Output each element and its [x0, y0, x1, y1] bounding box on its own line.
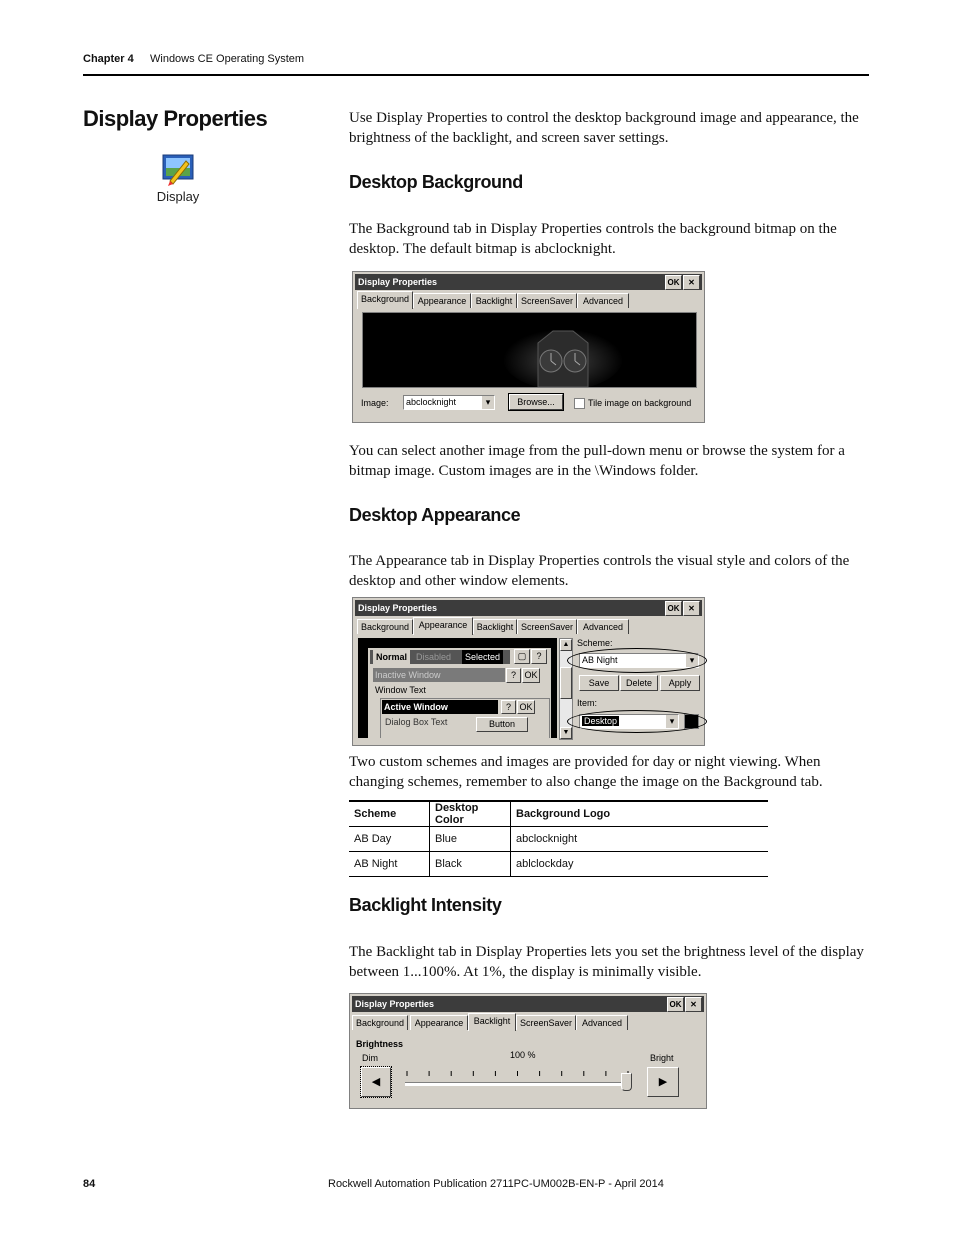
scroll-down-icon[interactable]: ▼ [560, 727, 572, 739]
preview-window [368, 648, 551, 738]
tab-backlight[interactable]: Backlight [471, 293, 517, 308]
item-highlight-ellipse [567, 710, 707, 733]
table-header-background-logo: Background Logo [511, 801, 769, 827]
desktop-appearance-heading: Desktop Appearance [349, 505, 521, 525]
table-cell: abclocknight [511, 827, 769, 852]
display-icon-label: Display [156, 189, 200, 204]
publication-info: Rockwell Automation Publication 2711PC-UM002B-EN-P - April 2014 [328, 1178, 664, 1190]
brightness-slider-thumb[interactable] [621, 1073, 632, 1091]
scheme-highlight-ellipse [567, 648, 707, 673]
appearance-dialog [352, 597, 705, 746]
tab-backlight[interactable]: Backlight [468, 1013, 516, 1031]
help-icon: ? [506, 668, 521, 683]
dim-left-button[interactable]: ◀ [361, 1067, 391, 1097]
preview-normal: Normal [373, 650, 410, 664]
tab-advanced[interactable]: Advanced [577, 293, 629, 308]
close-icon[interactable]: ✕ [683, 275, 700, 290]
dialog-title: Display Properties [355, 999, 435, 1009]
table-cell: AB Day [349, 827, 430, 852]
active-window-title: Active Window [382, 700, 498, 714]
window-text: Window Text [375, 685, 426, 695]
background-dialog [352, 271, 705, 423]
scheme-table [349, 800, 768, 877]
desktop-background-heading: Desktop Background [349, 172, 523, 192]
delete-button[interactable]: Delete [620, 675, 658, 691]
scroll-thumb[interactable] [560, 667, 572, 699]
chevron-down-icon[interactable]: ▾ [666, 715, 678, 728]
dialog-titlebar [352, 996, 704, 1012]
help-icon: ? [501, 700, 516, 714]
tab-advanced[interactable]: Advanced [576, 1015, 628, 1030]
table-cell: AB Night [349, 852, 430, 877]
dialog-titlebar [355, 274, 702, 290]
scheme-preview [358, 638, 557, 738]
close-icon[interactable]: ✕ [685, 997, 702, 1012]
preview-disabled: Disabled [416, 652, 452, 662]
image-select[interactable] [403, 395, 495, 410]
dialog-box-text: Dialog Box Text [385, 717, 448, 727]
display-properties-icon [160, 153, 196, 187]
dialog-titlebar [355, 600, 702, 616]
tab-screensaver[interactable]: ScreenSaver [517, 619, 577, 634]
preview-tabstrip [370, 650, 510, 664]
section-title: Display Properties [83, 106, 268, 131]
preview-button: Button [476, 717, 528, 732]
tab-screensaver[interactable]: ScreenSaver [517, 293, 577, 308]
backlight-dialog [349, 993, 707, 1109]
save-button[interactable]: Save [579, 675, 619, 691]
tab-appearance[interactable]: Appearance [410, 1015, 468, 1030]
table-cell: Blue [430, 827, 511, 852]
table-row [349, 852, 768, 877]
table-cell: ablclockday [511, 852, 769, 877]
desktop-background-paragraph: The Background tab in Display Properties controls the background bitmap on the desktop. The default bitmap is abclocknight. [349, 221, 837, 257]
image-label: Image: [361, 398, 389, 408]
ok-button[interactable]: OK [665, 275, 682, 290]
scheme-label: Scheme: [577, 638, 613, 648]
ok-button[interactable]: OK [667, 997, 684, 1012]
active-window [380, 698, 550, 738]
dim-label: Dim [362, 1053, 378, 1063]
inactive-window-title: Inactive Window [373, 668, 505, 682]
item-label: Item: [577, 698, 598, 708]
desktop-appearance-paragraph-2: Two custom schemes and images are provided for day or night viewing. When changing schemes, remember to also change the image on the Background tab. [349, 754, 823, 790]
browse-button[interactable]: Browse... [509, 394, 563, 410]
background-preview [362, 312, 697, 388]
item-select-value: Desktop [584, 716, 618, 726]
scroll-up-icon[interactable]: ▲ [560, 639, 572, 651]
table-cell: Black [430, 852, 511, 877]
tab-appearance[interactable]: Appearance [413, 617, 473, 635]
help-icon: ? [531, 649, 547, 664]
header-rule [83, 74, 869, 76]
tab-backlight[interactable]: Backlight [473, 619, 517, 634]
desktop-background-paragraph-2: You can select another image from the pull-down menu or browse the system for a bitmap image. Custom images are in the \Windows folder. [349, 443, 845, 479]
dialog-title: Display Properties [358, 277, 438, 287]
tab-background[interactable]: Background [352, 1015, 408, 1030]
tab-screensaver[interactable]: ScreenSaver [516, 1015, 576, 1030]
page-number: 84 [83, 1178, 96, 1190]
new-document-icon: ▢ [514, 649, 530, 664]
table-row [349, 827, 768, 852]
table-header-desktop-color: Desktop Color [430, 801, 511, 827]
desktop-appearance-paragraph: The Appearance tab in Display Properties controls the visual style and colors of the desktop and other window elements. [349, 553, 850, 589]
chevron-down-icon[interactable]: ▾ [686, 654, 698, 667]
tile-checkbox[interactable] [574, 398, 585, 409]
clock-tower-image [363, 313, 696, 387]
table-header-scheme: Scheme [349, 801, 430, 827]
ok-button[interactable]: OK [665, 601, 682, 616]
brightness-group-label: Brightness [356, 1039, 404, 1049]
close-icon[interactable]: ✕ [683, 601, 700, 616]
display-icon-tile[interactable] [150, 153, 206, 204]
chevron-down-icon[interactable]: ▾ [482, 396, 494, 409]
scheme-select-value: AB Night [582, 655, 618, 665]
dialog-title: Display Properties [358, 603, 438, 613]
chapter-label: Chapter 4 [83, 53, 134, 65]
chapter-title: Windows CE Operating System [150, 53, 305, 65]
backlight-paragraph: The Backlight tab in Display Properties lets you set the brightness level of the display between 1...100%. At 1%, the display is minimally visible. [349, 944, 864, 980]
table-header-row [349, 801, 768, 827]
tab-advanced[interactable]: Advanced [577, 619, 629, 634]
preview-ok-icon: OK [517, 700, 535, 714]
apply-button[interactable]: Apply [660, 675, 700, 691]
tab-background[interactable]: Background [357, 619, 413, 634]
intro-paragraph: Use Display Properties to control the desktop background image and appearance, the brightness of the backlight, and screen saver settings. [349, 110, 859, 146]
brightness-value: 100 % [510, 1050, 536, 1060]
brightness-slider-track[interactable] [405, 1082, 630, 1086]
preview-selected: Selected [462, 650, 503, 664]
slider-ticks [405, 1069, 630, 1079]
tile-label: Tile image on background [588, 398, 692, 408]
bright-right-button[interactable]: ▶ [647, 1067, 679, 1097]
backlight-heading: Backlight Intensity [349, 895, 502, 915]
bright-label: Bright [650, 1053, 674, 1063]
preview-ok-icon: OK [522, 668, 540, 683]
tab-appearance[interactable]: Appearance [413, 293, 471, 308]
image-select-value: abclocknight [406, 397, 457, 407]
tab-background[interactable]: Background [357, 291, 413, 309]
